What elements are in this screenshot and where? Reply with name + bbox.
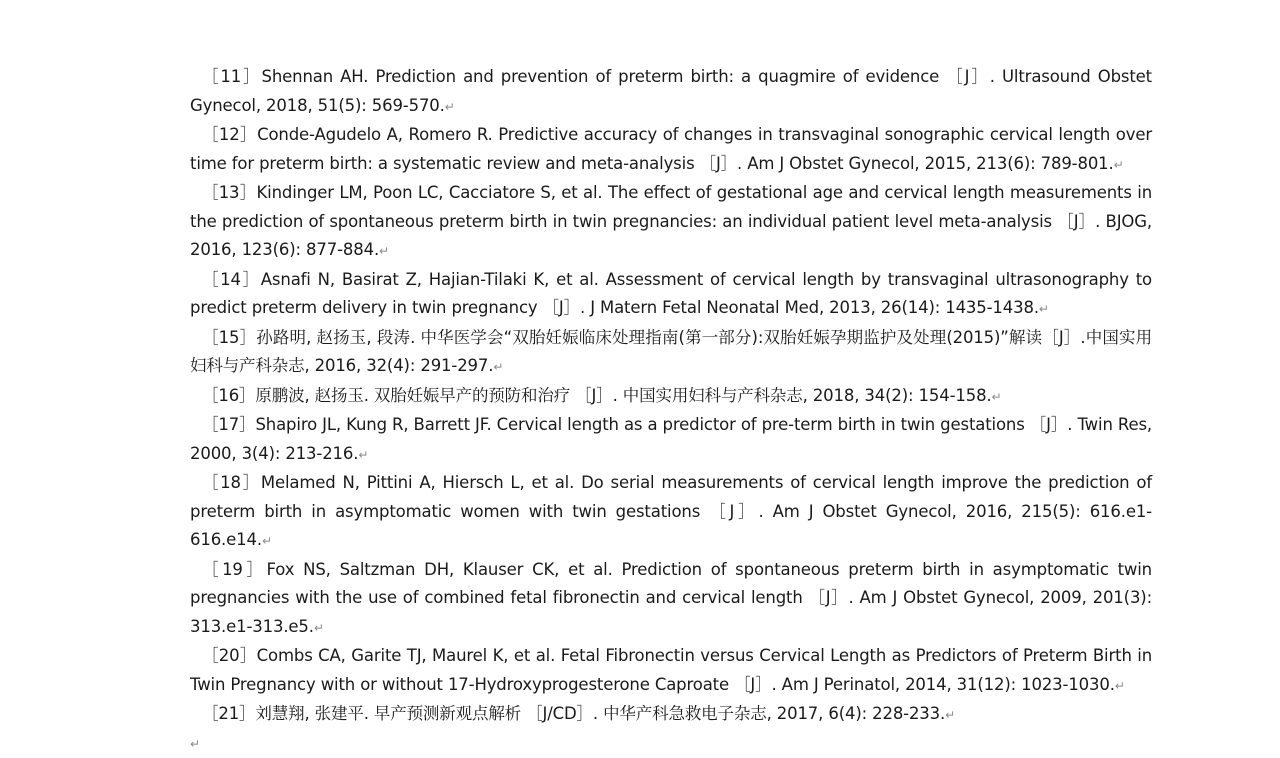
paragraph-mark-icon: ↵: [262, 534, 272, 548]
reference-number: ［17］: [202, 415, 255, 434]
reference-text: Kindinger LM, Poon LC, Cacciatore S, et al. The effect of gestational age and cervical length measurements in the prediction of spontaneous preterm birth in twin pregnancies: an individual patient level meta-analysis ［J］. BJOG, 2016, 123(6): 877-884.: [190, 183, 1152, 259]
reference-item[interactable]: [190, 700, 1152, 730]
paragraph-mark-icon: ↵: [358, 448, 368, 462]
reference-text: 刘慧翔, 张建平. 早产预测新观点解析 ［J/CD］. 中华产科急救电子杂志, 2017, 6(4): 228-233.: [255, 704, 945, 723]
reference-number: ［11］: [202, 67, 262, 86]
reference-number: ［19］: [202, 560, 267, 579]
reference-text: 孙路明, 赵扬玉, 段涛. 中华医学会“双胎妊娠临床处理指南(第一部分):双胎妊娠孕期监护及处理(2015)”解读［J］.中国实用妇科与产科杂志, 2016, 32(4): 291-297.: [190, 328, 1152, 376]
reference-number: ［15］: [202, 328, 256, 347]
reference-list: [190, 63, 1152, 758]
paragraph-mark-icon: ↵: [190, 737, 200, 751]
paragraph-mark-icon: ↵: [1115, 679, 1125, 693]
paragraph-mark-icon: ↵: [379, 244, 389, 258]
paragraph-mark-icon: ↵: [493, 360, 503, 374]
paragraph-mark-icon: ↵: [1039, 302, 1049, 316]
reference-item[interactable]: [190, 63, 1152, 121]
reference-number: ［21］: [202, 704, 255, 723]
reference-text: Conde-Agudelo A, Romero R. Predictive accuracy of changes in transvaginal sonographic cervical length over time for preterm birth: a systematic review and meta-analysis ［J］. Am J Obstet Gynecol, 2015, 213(6): 789-801.: [190, 125, 1152, 173]
reference-number: ［16］: [202, 386, 255, 405]
paragraph-mark-icon: ↵: [945, 708, 955, 722]
reference-text: Asnafi N, Basirat Z, Hajian-Tilaki K, et al. Assessment of cervical length by transvaginal ultrasonography to predict preterm delivery in twin pregnancy ［J］. J Matern Fetal Neonatal Med, 2013, 26(14): 1435-1438.: [190, 270, 1152, 318]
paragraph-mark-icon: ↵: [1114, 158, 1124, 172]
reference-number: ［20］: [202, 646, 257, 665]
reference-text: 原鹏波, 赵扬玉. 双胎妊娠早产的预防和治疗 ［J］. 中国实用妇科与产科杂志, 2018, 34(2): 154-158.: [255, 386, 991, 405]
reference-item[interactable]: [190, 324, 1152, 382]
reference-text: Combs CA, Garite TJ, Maurel K, et al. Fetal Fibronectin versus Cervical Length as Predictors of Preterm Birth in Twin Pregnancy with or without 17-Hydroxyprogesterone Caproate ［J］. Am J Perinatol, 2014, 31(12): 1023-1030.: [190, 646, 1152, 694]
reference-item[interactable]: [190, 411, 1152, 469]
reference-number: ［13］: [202, 183, 256, 202]
reference-item[interactable]: [190, 266, 1152, 324]
reference-text: Shennan AH. Prediction and prevention of preterm birth: a quagmire of evidence ［J］. Ultrasound Obstet Gynecol, 2018, 51(5): 569-570.: [190, 67, 1152, 115]
reference-number: ［18］: [202, 473, 261, 492]
reference-number: ［12］: [202, 125, 257, 144]
reference-item[interactable]: [190, 121, 1152, 179]
paragraph-mark-icon: ↵: [314, 621, 324, 635]
reference-item[interactable]: [190, 382, 1152, 412]
reference-item[interactable]: [190, 642, 1152, 700]
reference-text: Fox NS, Saltzman DH, Klauser CK, et al. Prediction of spontaneous preterm birth in asymptomatic twin pregnancies with the use of combined fetal fibronectin and cervical length ［J］. Am J Obstet Gynecol, 2009, 201(3): 313.e1-313.e5.: [190, 560, 1152, 636]
reference-item[interactable]: [190, 556, 1152, 643]
reference-item[interactable]: [190, 469, 1152, 556]
reference-item[interactable]: [190, 179, 1152, 266]
reference-text: Shapiro JL, Kung R, Barrett JF. Cervical length as a predictor of pre-term birth in twin gestations ［J］. Twin Res, 2000, 3(4): 213-216.: [190, 415, 1152, 463]
paragraph-mark-icon: ↵: [445, 100, 455, 114]
paragraph-mark-icon: ↵: [992, 390, 1002, 404]
reference-number: ［14］: [202, 270, 261, 289]
empty-paragraph[interactable]: [190, 730, 1152, 758]
reference-text: Melamed N, Pittini A, Hiersch L, et al. Do serial measurements of cervical length improve the prediction of preterm birth in asymptomatic women with twin gestations ［J］. Am J Obstet Gynecol, 2016, 215(5): 616.e1-616.e14.: [190, 473, 1152, 549]
